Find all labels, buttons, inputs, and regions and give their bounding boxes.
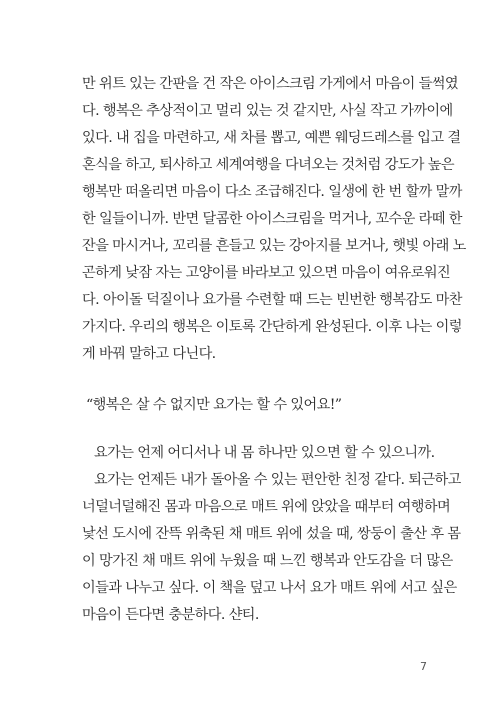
text-line: 다. 행복은 추상적이고 멀리 있는 것 같지만, 사실 작고 가까이에 [82, 103, 453, 119]
text-line: 게 바꿔 말하고 다닌다. [82, 346, 216, 362]
text-line: 있다. 내 집을 마련하고, 새 차를 뽑고, 예쁜 웨딩드레스를 입고 결 [82, 130, 461, 146]
quote-text: “행복은 살 수 없지만 요가는 할 수 있어요!” [86, 397, 342, 413]
text-line: 요가는 언제 어디서나 내 몸 하나만 있으면 할 수 있으니까. [94, 445, 435, 461]
text-line: 가지다. 우리의 행복은 이토록 간단하게 완성된다. 이후 나는 이렇 [82, 319, 462, 335]
text-line: 혼식을 하고, 퇴사하고 세계여행을 다녀오는 것처럼 강도가 높은 [82, 157, 455, 173]
text-line: 이들과 나누고 싶다. 이 책을 덮고 나서 요가 매트 위에 서고 싶은 [82, 580, 457, 596]
text-line: 너덜너덜해진 몸과 마음으로 매트 위에 앉았을 때부터 여행하며 [82, 499, 451, 515]
text-line: 만 위트 있는 간판을 건 작은 아이스크림 가게에서 마음이 들썩였 [82, 76, 458, 92]
text-line: 다. 아이돌 덕질이나 요가를 수련할 때 드는 빈번한 행복감도 마찬 [82, 292, 462, 308]
text-line: 요가는 언제든 내가 돌아올 수 있는 편안한 친정 같다. 퇴근하고 [94, 472, 461, 488]
page-number: 7 [420, 660, 427, 673]
text-line: 행복만 떠올리면 마음이 다소 조급해진다. 일생에 한 번 할까 말까 [82, 184, 462, 200]
text-line: 이 망가진 채 매트 위에 누웠을 때 느낀 행복과 안도감을 더 많은 [82, 553, 453, 569]
text-line: 한 일들이니까. 반면 달콤한 아이스크림을 먹거나, 꼬수운 라떼 한 [82, 211, 462, 227]
text-line: 곤하게 낮잠 자는 고양이를 바라보고 있으면 마음이 여유로워진 [82, 265, 451, 281]
text-line: 낯선 도시에 잔뜩 위축된 채 매트 위에 섰을 때, 쌍둥이 출산 후 몸 [82, 526, 461, 542]
text-line: 마음이 든다면 충분하다. 샨티. [82, 607, 259, 623]
text-line: 잔을 마시거나, 꼬리를 흔들고 있는 강아지를 보거나, 햇빛 아래 노 [82, 238, 466, 254]
